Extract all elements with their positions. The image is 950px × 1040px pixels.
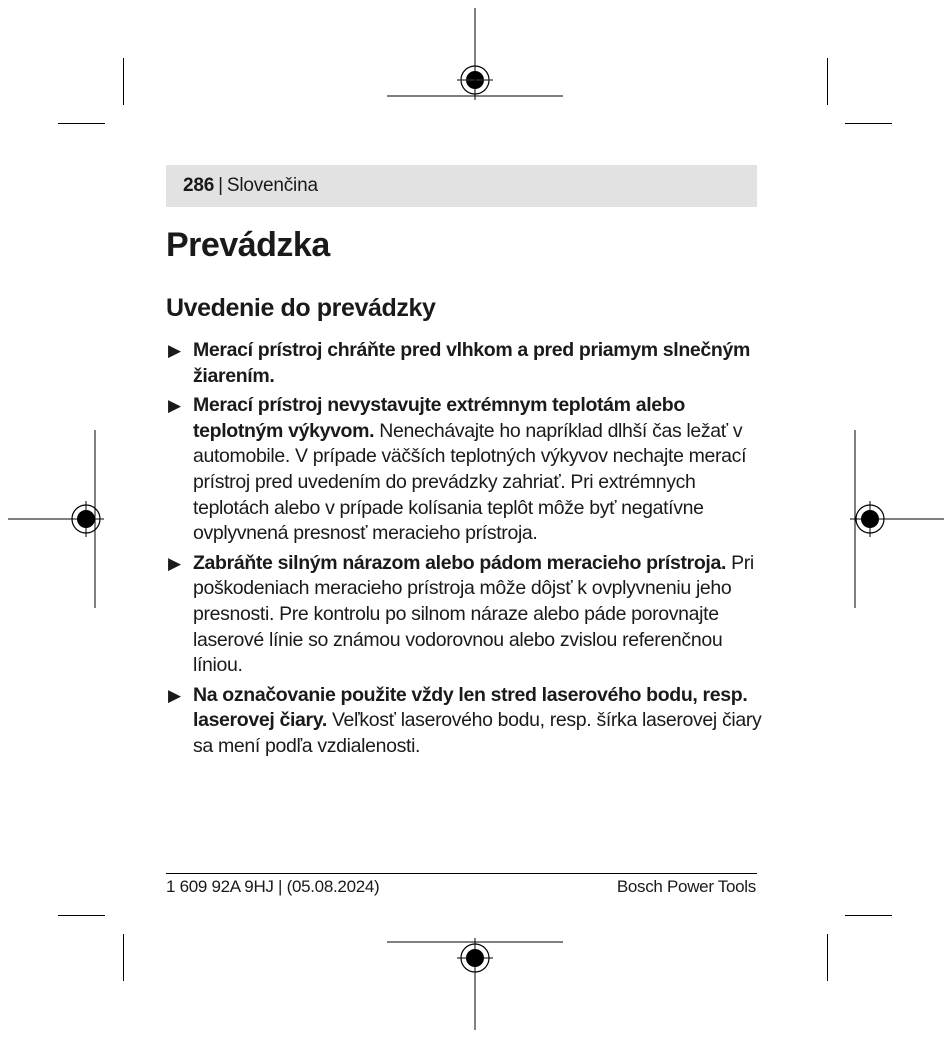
crop-mark	[845, 123, 892, 124]
registration-mark-left	[8, 430, 104, 608]
header-separator: |	[218, 175, 223, 196]
registration-mark-right	[850, 430, 944, 608]
footer-divider	[166, 873, 757, 874]
footer-brand: Bosch Power Tools	[616, 877, 756, 896]
header-language: Slovenčina	[226, 175, 318, 196]
crop-mark	[58, 123, 105, 124]
crop-mark	[58, 915, 105, 916]
triangle-bullet-icon: ▶	[168, 341, 181, 360]
crop-mark	[123, 934, 124, 981]
bullet-bold-text: Zabráňte silným nárazom alebo pádom meracieho prístroja.	[193, 551, 727, 574]
bullet-bold-text: Merací prístroj chráňte pred vlhkom a pred priamym slnečným žiarením.	[193, 339, 750, 387]
triangle-bullet-icon: ▶	[168, 396, 181, 416]
crop-mark	[827, 934, 828, 981]
triangle-bullet-icon: ▶	[168, 685, 181, 705]
list-item	[166, 393, 766, 547]
registration-mark-top	[385, 8, 565, 100]
bullet-bold-text: Na označovanie použite vždy len stred laserového bodu, resp. laserovej čiary.	[193, 683, 748, 732]
bullet-list	[166, 338, 766, 764]
triangle-bullet-icon: ▶	[168, 553, 181, 573]
page-number: 286	[183, 175, 215, 196]
registration-mark-bottom	[385, 938, 565, 1030]
page-header	[166, 165, 757, 207]
bullet-text: Nenechávajte ho napríklad dlhší čas ležať v automobile. V prípade väčších teplotných výkyvov nechajte merací prístroj pred uvedením do prevádzky zahriať. Pri extrémnych teplotách alebo v prípade kolísania teplôt môže byť negatívne ovplyvnená presnosť meracieho prístroja.	[193, 419, 747, 545]
bullet-text: Veľkosť laserového bodu, resp. šírka laserovej čiary sa mení podľa vzdialenosti.	[193, 709, 762, 757]
footer-document-id: 1 609 92A 9HJ | (05.08.2024)	[166, 877, 380, 896]
crop-mark	[123, 58, 124, 105]
bullet-text: Pri poškodeniach meracieho prístroja môže dôjsť k ovplyvneniu jeho presnosti. Pre kontrolu po silnom náraze alebo páde porovnajte laserové línie so známou vodorovnou alebo zvislou referenčnou líniou.	[193, 551, 754, 677]
crop-mark	[827, 58, 828, 105]
list-item	[166, 683, 766, 760]
crop-mark	[845, 915, 892, 916]
list-item	[166, 551, 766, 679]
section-title: Uvedenie do prevádzky	[166, 294, 436, 322]
list-item	[166, 338, 766, 389]
page-title: Prevádzka	[166, 226, 330, 264]
bullet-bold-text: Merací prístroj nevystavujte extrémnym teplotám alebo teplotným výkyvom.	[193, 394, 685, 442]
